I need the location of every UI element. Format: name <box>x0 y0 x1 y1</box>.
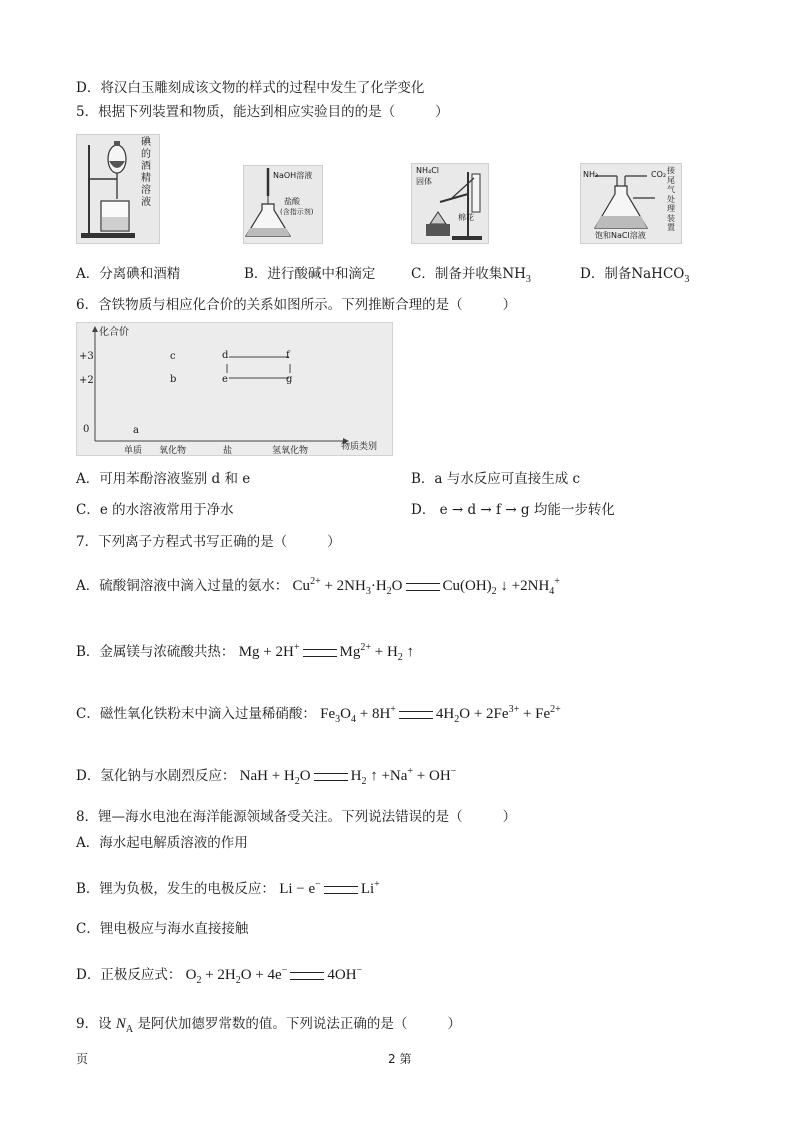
q8-stem <box>76 808 516 826</box>
q6-valence-chart <box>76 322 393 456</box>
q5-option-c-text: C．制备并收集NH <box>411 266 526 282</box>
fig3-label-side: 棉花 <box>458 213 474 222</box>
chart-xlabel: 物质类别 <box>341 442 378 452</box>
q6-stem-text: 6．含铁物质与相应化合价的关系如图所示。下列推断合理的是（ <box>76 297 463 313</box>
chart-xcat-elemental: 单质 <box>124 446 143 456</box>
q7-option-c <box>76 701 561 729</box>
q9-stem <box>76 1015 461 1039</box>
q8-option-a: A．海水起电解质溶液的作用 <box>76 835 248 851</box>
fig4-label-bottom: 饱和NaCl溶液 <box>595 231 646 240</box>
q5-figure-titration <box>243 165 323 244</box>
chart-xcat-oxide: 氧化物 <box>159 446 187 456</box>
q6-stem <box>76 296 516 314</box>
fig4-char-6: 置 <box>667 223 675 232</box>
q4-option-d: D．将汉白玉雕刻成该文物的样式的过程中发生了化学变化 <box>76 80 425 96</box>
q9-na-symbol: $N_A$ <box>115 1016 134 1035</box>
q7-option-a <box>76 573 560 601</box>
fig1-char-5: 液 <box>141 197 151 208</box>
chart-point-e: e <box>222 374 228 385</box>
fig3-label-top: NH₄Cl <box>416 166 440 175</box>
q7-c-label: C．磁性氧化铁粉末中滴入过量稀硝酸： <box>76 706 316 722</box>
chart-ytick-plus2: +2 <box>79 375 94 386</box>
chart-point-b: b <box>170 374 177 385</box>
q7-stem-end: ） <box>327 534 341 550</box>
q8-stem-text: 8．锂—海水电池在海洋能源领域备受关注。下列说法错误的是（ <box>76 809 463 825</box>
q5-figure-nahco3 <box>580 163 682 244</box>
q5-option-d <box>580 262 689 285</box>
fig4-char-1: 尾 <box>667 175 675 185</box>
q9-stem-pre: 9．设 <box>76 1016 112 1032</box>
q6-option-a: A．可用苯酚溶液鉴别 d 和 e <box>76 471 251 487</box>
fig4-char-5: 装 <box>667 213 675 223</box>
chart-ylabel: 化合价 <box>99 327 129 338</box>
q5-stem-end: ） <box>435 104 449 120</box>
q7-d-equation: NaH + $H_2O$ $H_2$ ↑ +Na+ + OH− <box>239 766 457 787</box>
q5-stem-text: 5．根据下列装置和物质，能达到相应实验目的的是（ <box>76 104 396 120</box>
q9-stem-post: 是阿伏加德罗常数的值。下列说法正确的是（ <box>137 1016 408 1032</box>
chart-point-f: f <box>286 350 290 361</box>
q6-option-b: B．a 与水反应可直接生成 c <box>411 471 581 487</box>
fig1-char-1: 的 <box>141 149 151 160</box>
q8-b-label: B．锂为负极，发生的电极反应： <box>76 881 275 897</box>
q5-option-c <box>411 262 531 285</box>
fig4-char-0: 接 <box>667 166 675 175</box>
q8-stem-end: ） <box>502 809 517 825</box>
chart-xcat-hydroxide: 氢氧化物 <box>272 446 309 456</box>
q7-a-label: A．硫酸铜溶液中滴入过量的氨水： <box>76 578 289 594</box>
chart-point-c: c <box>170 351 176 362</box>
q8-b-equation: Li − e− Li+ <box>279 879 380 897</box>
q7-b-equation: Mg + 2H+ $Mg^{2+} + H_2$ ↑ <box>238 642 415 663</box>
q5-option-b: B．进行酸碱中和滴定 <box>244 266 376 282</box>
q6-option-c: C．e 的水溶液常用于净水 <box>76 502 234 518</box>
footer-page-number: 2 第 <box>388 1052 412 1066</box>
q5-option-a: A．分离碘和酒精 <box>76 266 181 282</box>
fig4-char-2: 气 <box>667 185 675 194</box>
fig4-label-side <box>667 166 677 233</box>
q5-figure-separatory-funnel <box>76 134 160 244</box>
q7-a-equation: $Cu^{2+} + 2NH_3\cdot H_2O$ $Cu(OH)_2$ ↓ $+2NH_4^+$ <box>292 576 560 597</box>
fig4-label-left: NH₃ <box>583 170 599 179</box>
chart-ytick-zero: 0 <box>83 424 90 435</box>
fig4-label-right: CO₂ <box>651 170 667 179</box>
fig2-label-low: (含指示剂) <box>280 208 314 216</box>
fig1-char-4: 溶 <box>141 185 151 196</box>
q8-d-equation: $O_2 + 2H_2O + 4e^-$ 4OH− <box>185 965 363 986</box>
fig4-char-3: 处 <box>667 194 675 204</box>
q8-option-b <box>76 876 380 898</box>
fig1-char-3: 精 <box>141 173 151 184</box>
q7-stem <box>76 533 341 551</box>
q7-b-label: B．金属镁与浓硫酸共热： <box>76 644 235 660</box>
q7-d-label: D．氢化钠与水剧烈反应： <box>76 768 236 784</box>
fig2-label-top: NaOH溶液 <box>273 171 313 180</box>
q9-stem-end: ） <box>447 1016 461 1032</box>
fig2-label-mid: 盐酸 <box>284 197 300 206</box>
q5-stem <box>76 103 449 121</box>
chart-point-d: d <box>222 350 229 361</box>
q7-c-equation: $Fe_3O_4 + 8H^+$ $4H_2O + 2Fe^{3+} + Fe^{2+}$ <box>320 704 561 725</box>
q5-option-c-sub: 3 <box>525 274 531 285</box>
chart-xcat-salt: 盐 <box>223 446 233 456</box>
fig1-char-0: 碘 <box>141 137 151 148</box>
q7-stem-text: 7．下列离子方程式书写正确的是（ <box>76 534 288 550</box>
q5-fig1-label <box>141 137 155 209</box>
q6-option-d: D． e → d → f → g 均能一步转化 <box>411 502 615 518</box>
fig1-char-2: 酒 <box>141 161 151 172</box>
q5-option-d-text: D．制备NaHCO <box>580 266 685 282</box>
fig4-char-4: 理 <box>667 204 675 213</box>
chart-point-g: g <box>286 374 293 385</box>
chart-point-a: a <box>133 425 139 436</box>
fig3-label-top2: 固体 <box>416 177 432 186</box>
q8-d-label: D．正极反应式： <box>76 967 182 983</box>
q5-option-d-sub: 3 <box>684 274 690 285</box>
q5-figure-nh3-prep <box>411 163 489 244</box>
q8-option-d <box>76 962 362 990</box>
footer-left: 页 <box>76 1052 89 1066</box>
q8-option-c: C．锂电极应与海水直接接触 <box>76 921 249 937</box>
chart-ytick-plus3: +3 <box>79 351 94 362</box>
q7-option-b <box>76 639 414 667</box>
q6-stem-end: ） <box>502 297 517 313</box>
q7-option-d <box>76 763 456 791</box>
